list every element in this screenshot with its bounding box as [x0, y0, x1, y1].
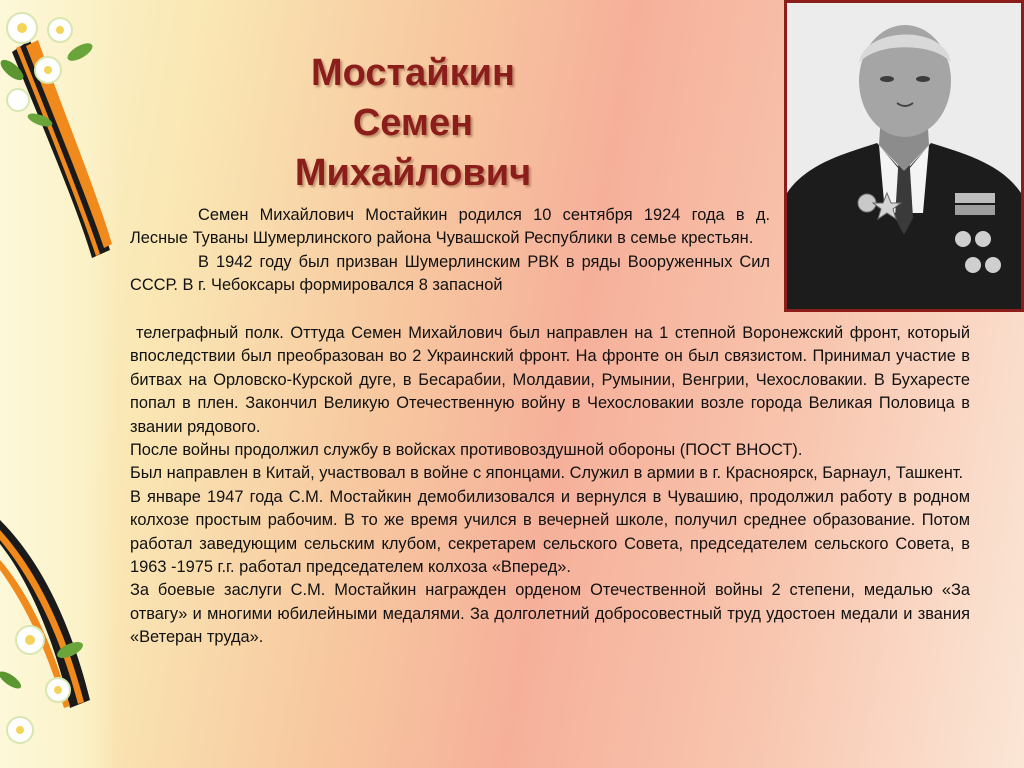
- bio-paragraph-air-defense: После войны продолжил службу в войсках противовоздушной обороны (ПОСТ ВНОСТ).: [130, 441, 803, 460]
- portrait-photo: [784, 0, 1024, 312]
- bio-paragraph-war-service: телеграфный полк. Оттуда Семен Михайлович был направлен на 1 степной Воронежский фронт, который впоследствии был преобразован во 2 Украинский фронт. На фронте он был связистом. Принимал участие в битвах на Орловско-Курской дуге, в Бесарабии, Молдавии, Румынии, Венгрии, Чехословакии. В Бухаресте попал в плен. Закончил Великую Отечественную войну в Чехословакии возле города Великая Половица в звании рядового.: [130, 324, 970, 436]
- veteran-portrait-icon: [787, 3, 1021, 309]
- page-title: [258, 48, 568, 198]
- ribbon-flowers-icon: [0, 0, 118, 768]
- st-george-ribbon-decoration: [0, 0, 118, 768]
- bio-paragraph-conscription: В 1942 году был призван Шумерлинским РВК в ряды Вооруженных Сил СССР. В г. Чебоксары формировался 8 запасной: [130, 252, 770, 295]
- bio-main-block: [130, 322, 970, 650]
- title-surname: Мостайкин: [311, 52, 515, 94]
- bio-paragraph-awards: За боевые заслуги С.М. Мостайкин награжден орденом Отечественной войны 2 степени, медалью «За отвагу» и многими юбилейными медалями. За долголетний добросовестный труд удостоен медали и звания «Ветеран труда».: [130, 581, 970, 647]
- bio-paragraph-birth: Семен Михайлович Мостайкин родился 10 сентября 1924 года в д. Лесные Туваны Шумерлинского района Чувашской Республики в семье крестьян.: [130, 206, 770, 248]
- title-first-name: Семен: [352, 102, 474, 144]
- bio-paragraph-china: Был направлен в Китай, участвовал в войне с японцами. Служил в армии в г. Красноярск, Барнаул, Ташкент.: [130, 464, 964, 483]
- ribbon-stripes: [0, 40, 112, 708]
- bio-paragraph-postwar: В январе 1947 года С.М. Мостайкин демобилизовался и вернулся в Чувашию, продолжил работу в родном колхозе простым рабочим. В то же время учился в вечерней школе, получил среднее образование. Потом работал заведующим сельским клубом, секретарем сельского Совета, председателем сельского Совета, в 1963 -1975 г.г. работал председателем колхоза «Вперед».: [130, 487, 970, 577]
- title-patronymic: Михайлович: [294, 152, 532, 194]
- bio-top-block: [130, 204, 770, 298]
